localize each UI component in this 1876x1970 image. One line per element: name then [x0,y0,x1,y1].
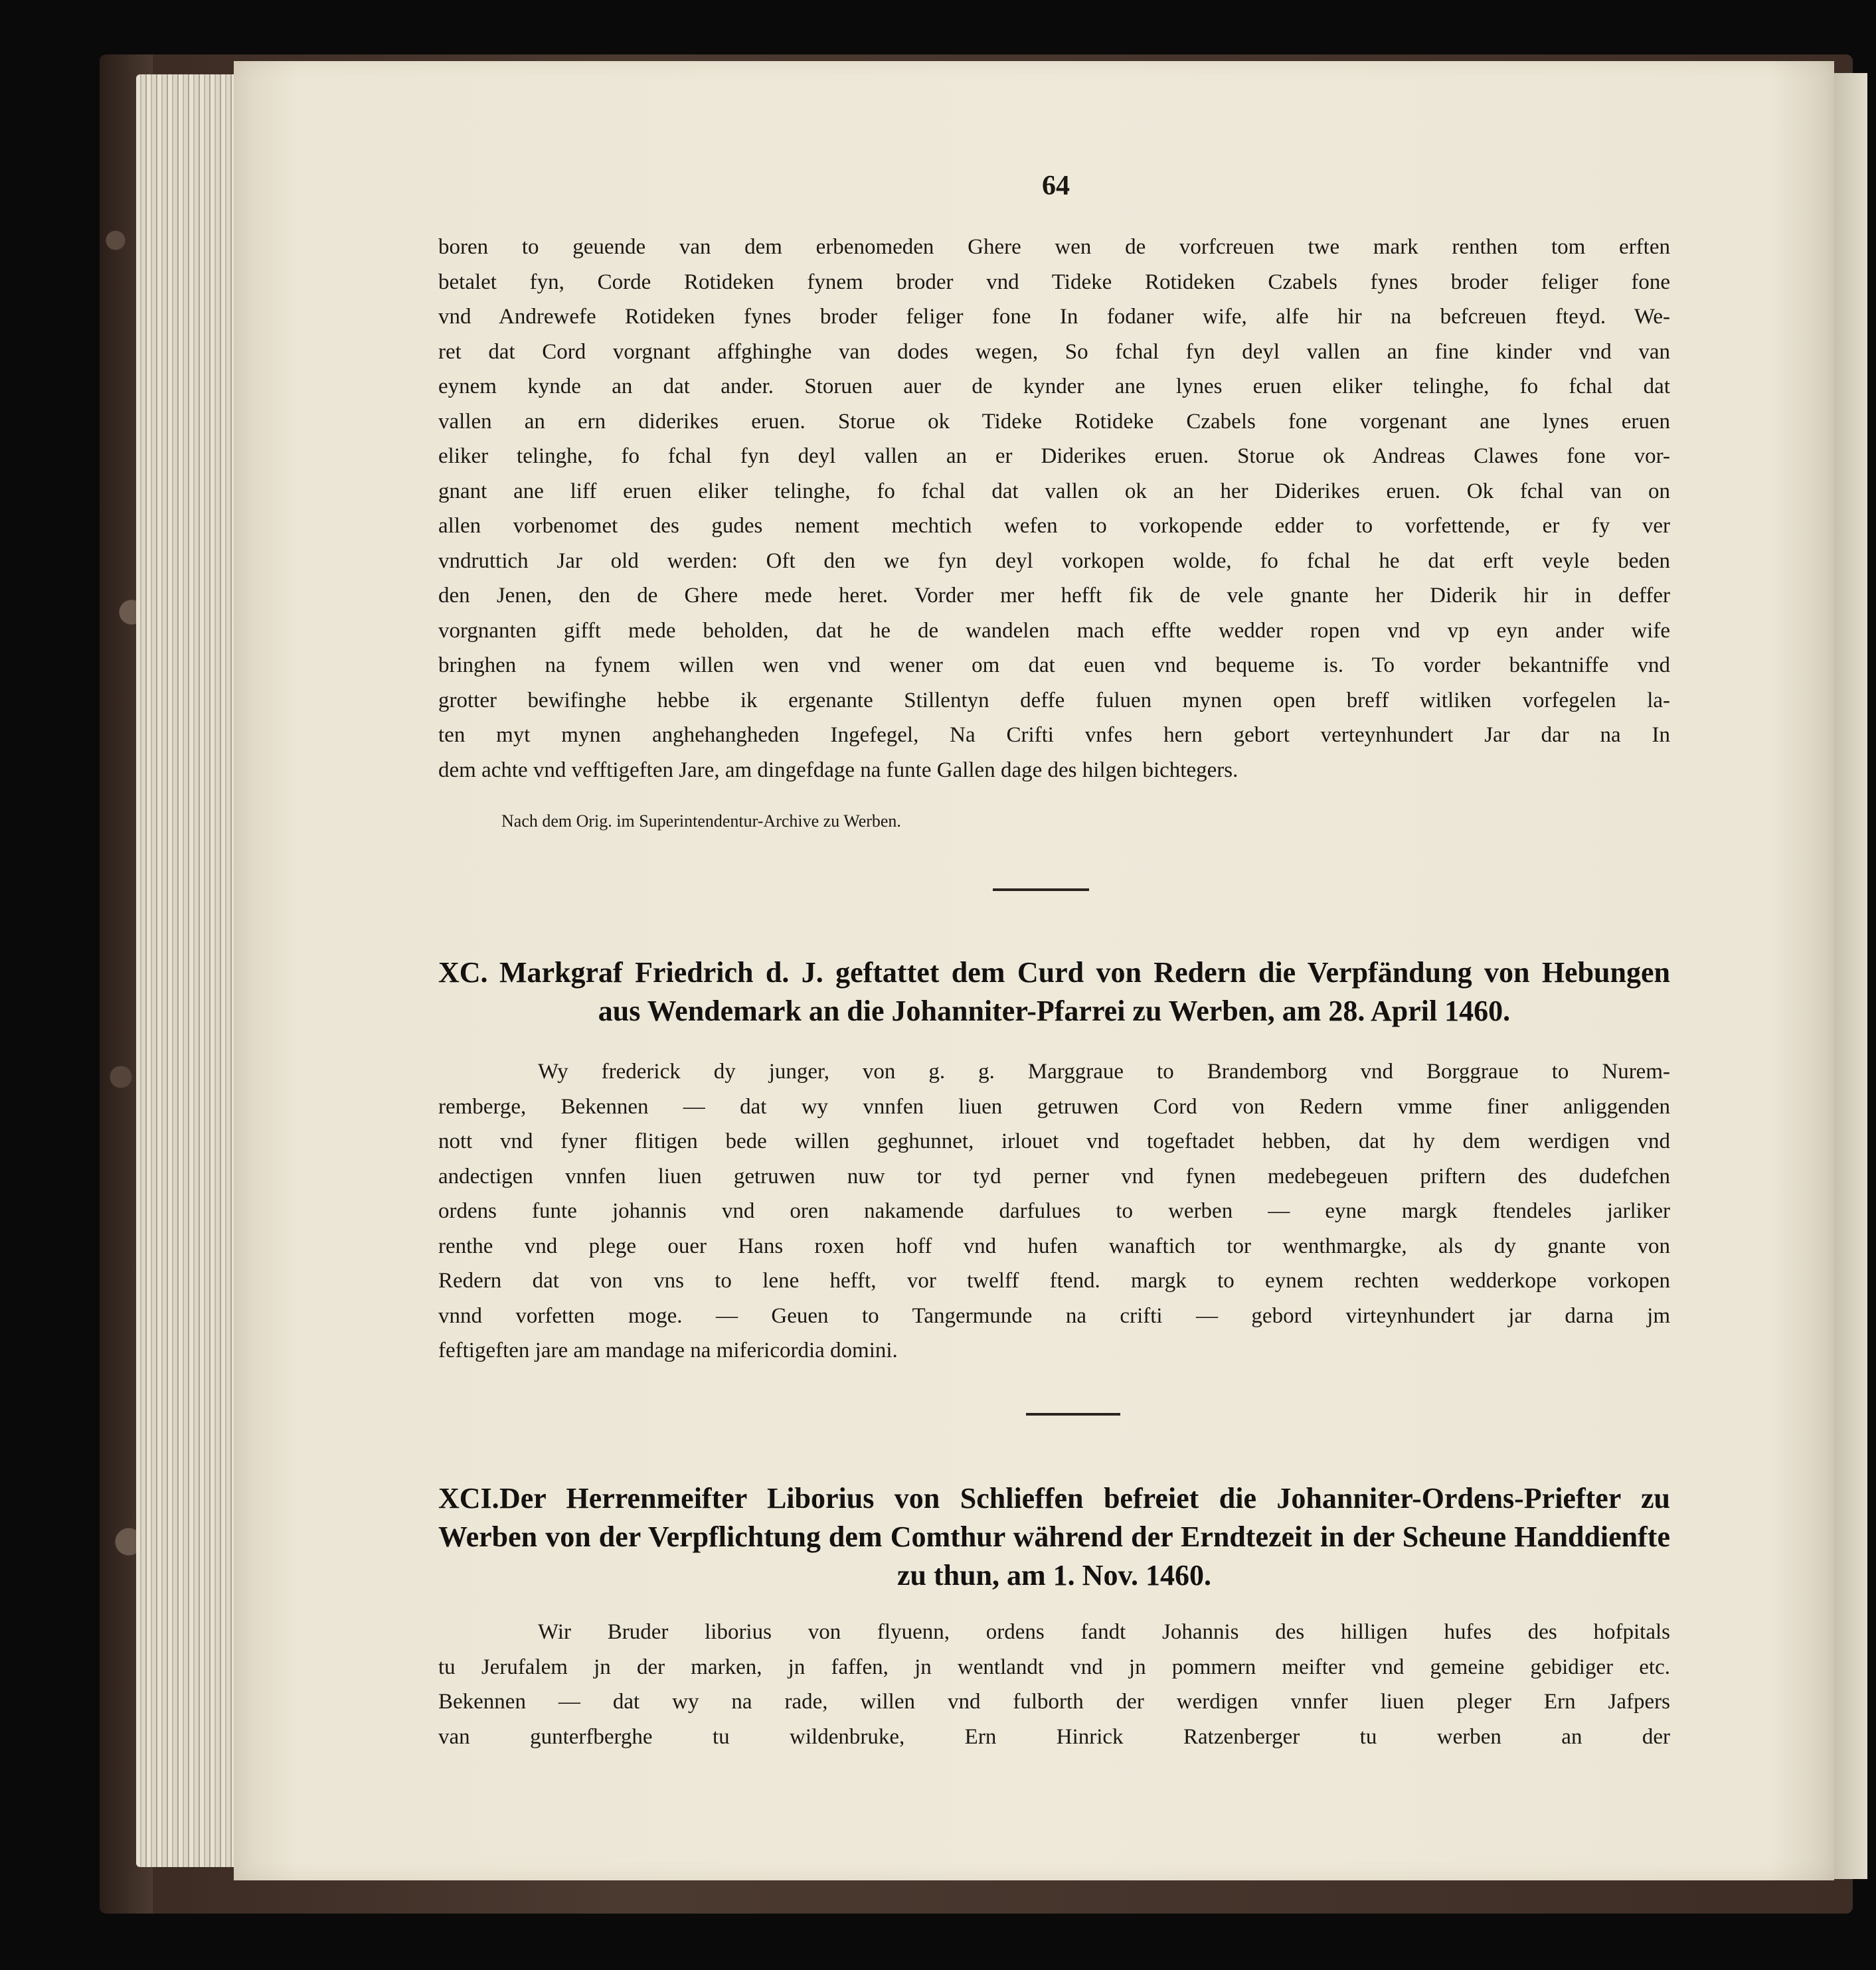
text-line: eynem kynde an dat ander. Storuen auer de kynder ane lynes eruen eliker telinghe, fo fchal dat [438,374,1670,398]
text-line: grotter bewifinghe hebbe ik ergenante Stillentyn deffe fuluen mynen open breff witliken vorfegelen la- [438,688,1670,712]
text-line: van gunterfberghe tu wildenbruke, Ern Hinrick Ratzenberger tu werben an der [438,1724,1670,1749]
section-divider [1026,1413,1120,1416]
text-line: den Jenen, den de Ghere mede heret. Vorder mer hefft fik de vele gnante her Diderik hir in deffer [438,584,1670,608]
section2-text [438,1054,1670,1368]
section-number: XCI. [438,1482,499,1515]
text-line: allen vorbenomet des gudes nement mechtich wefen to vorkopende edder to vorfettende, er fy ver [438,514,1670,538]
heading-line: Werben von der Verpflichtung dem Comthur während der Erndtezeit in der Scheune Handdienfte [438,1520,1670,1553]
text-line: nott vnd fyner flitigen bede willen geghunnet, irlouet vnd togeftadet hebben, dat hy dem werdigen vnd [438,1129,1670,1153]
section1-text [438,230,1670,787]
text-line: feftigeften jare am mandage na mifericordia domini. [438,1339,898,1362]
section3-heading [438,1479,1670,1595]
text-line: dem achte vnd vefftigeften Jare, am dingefdage na funte Gallen dage des hilgen bichtegers. [438,758,1238,782]
text-line: boren to geuende van dem erbenomeden Ghere wen de vorfcreuen twe mark renthen tom erften [438,235,1670,259]
text-line: betalet fyn, Corde Rotideken fynem broder vnd Tideke Rotideken Czabels fynes broder feliger fone [438,270,1670,294]
text-line: bringhen na fynem willen wen vnd wener om dat euen vnd bequeme is. To vorder bekantniffe vnd [438,653,1670,677]
text-line: Wy frederick dy junger, von g. g. Marggraue to Brandemborg vnd Borggraue to Nurem- [538,1060,1670,1084]
text-line: vorgnanten gifft mede beholden, dat he de wandelen mach effte wedder ropen vnd vp eyn ander wife [438,618,1670,643]
source-note: Nach dem Orig. im Superintendentur-Archive zu Werben. [501,811,901,831]
heading-text: Der Herrenmeifter Liborius von Schlieffen befreiet die Johanniter-Ordens-Priefter zu [499,1482,1670,1515]
stacked-page-edges [136,74,236,1867]
heading-line: zu thun, am 1. Nov. 1460. [896,1559,1212,1592]
text-line: vnd Andrewefe Rotideken fynes broder feliger fone In fodaner wife, alfe hir na befcreuen fteyd. We- [438,305,1670,329]
text-line: gnant ane liff eruen eliker telinghe, fo fchal dat vallen ok an her Diderikes eruen. Ok fchal van on [438,479,1670,503]
text-line: ten myt mynen anghehangheden Ingefegel, Na Crifti vnfes hern gebort verteynhundert Jar dar na In [438,723,1670,747]
text-line: tu Jerufalem jn der marken, jn faffen, jn wentlandt vnd jn pommern meifter vnd gemeine gebidiger etc. [438,1655,1670,1679]
text-line: ordens funte johannis vnd oren nakamende darfulues to werben — eyne margk ftendeles jarliker [438,1199,1670,1223]
text-line: Wir Bruder liborius von flyuenn, ordens fandt Johannis des hilligen hufes des hofpitals [538,1620,1670,1644]
text-line: remberge, Bekennen — dat wy vnnfen liuen getruwen Cord von Redern vmme finer anliggenden [438,1094,1670,1119]
adjacent-page-edge [1834,73,1867,1879]
heading-text: Markgraf Friedrich d. J. geftattet dem Curd von Redern die Verpfändung von Hebungen [499,956,1670,989]
section2-heading [438,953,1670,1030]
text-line: Redern dat von vns to lene hefft, vor twelff ftend. margk to eynem rechten wedderkope vorkopen [438,1269,1670,1293]
heading-line [438,953,1670,992]
text-line: vnnd vorfetten moge. — Geuen to Tangermunde na crifti — gebord virteynhundert jar darna jm [438,1303,1670,1328]
text-line: vallen an ern diderikes eruen. Storue ok Tideke Rotideke Czabels fone vorgenant ane lynes eruen [438,409,1670,434]
text-line: eliker telinghe, fo fchal fyn deyl vallen an er Diderikes eruen. Storue ok Andreas Clawes fone vor- [438,444,1670,468]
text-line: renthe vnd plege ouer Hans roxen hoff vnd hufen wanaftich tor wenthmargke, als dy gnante von [438,1234,1670,1258]
section-number: XC. [438,956,488,989]
heading-line: aus Wendemark an die Johanniter-Pfarrei zu Werben, am 28. April 1460. [598,995,1511,1027]
text-line: Bekennen — dat wy na rade, willen vnd fulborth der werdigen vnnfer liuen pleger Ern Jafpers [438,1690,1670,1714]
heading-line [438,1479,1670,1518]
text-line: andectigen vnnfen liuen getruwen nuw tor tyd perner vnd fynen medebegeuen priftern des dudefchen [438,1164,1670,1189]
page-number: 64 [1042,171,1070,201]
section-divider [993,888,1089,891]
text-line: ret dat Cord vorgnant affghinghe van dodes wegen, So fchal fyn deyl vallen an fine kinder vnd van [438,339,1670,364]
section3-text [438,1615,1670,1754]
text-line: vndruttich Jar old werden: Oft den we fyn deyl vorkopen wolde, fo fchal he dat erft veyle beden [438,548,1670,573]
